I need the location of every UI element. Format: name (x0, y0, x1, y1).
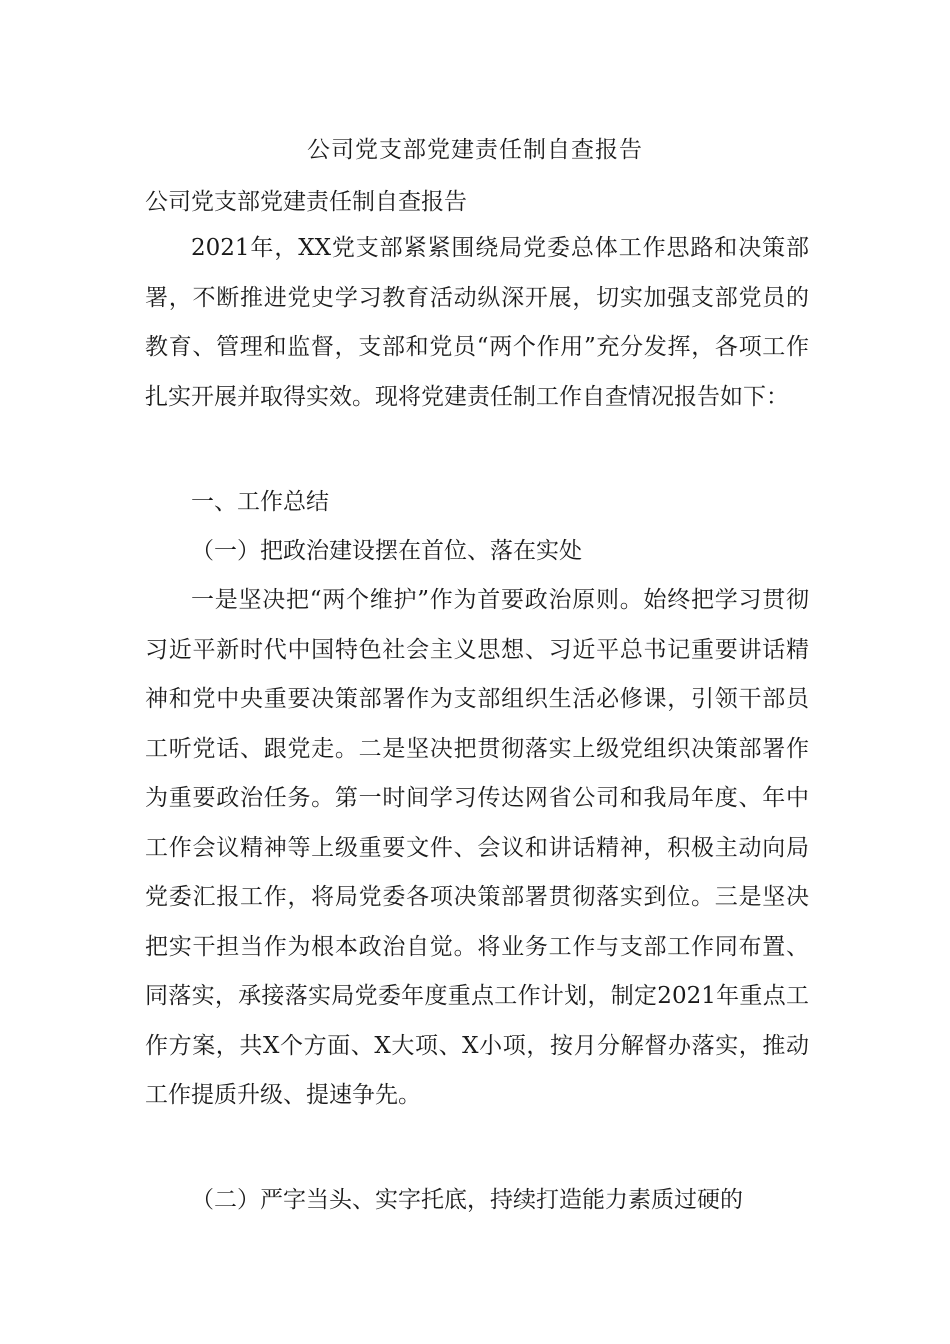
subsection-heading-political-building: （一）把政治建设摆在首位、落在实处 (191, 538, 582, 564)
document-title: 公司党支部党建责任制自查报告 (307, 137, 643, 163)
section-heading-work-summary: 一、工作总结 (191, 489, 329, 515)
document-subtitle: 公司党支部党建责任制自查报告 (145, 189, 467, 215)
paragraph-intro: 2021年，XX党支部紧紧围绕局党委总体工作思路和决策部署，不断推进党史学习教育活动纵深开展，切实加强支部党员的教育、管理和监督，支部和党员“两个作用”充分发挥，各项工作扎实开展并取得实效。现将党建责任制工作自查情况报告如下： (145, 235, 809, 410)
paragraph-political-building: 一是坚决把“两个维护”作为首要政治原则。始终把学习贯彻习近平新时代中国特色社会主义思想、习近平总书记重要讲话精神和党中央重要决策部署作为支部组织生活必修课，引领干部员工听党话、跟党走。二是坚决把贯彻落实上级党组织决策部署作为重要政治任务。第一时间学习传达网省公司和我局年度、年中工作会议精神等上级重要文件、会议和讲话精神，积极主动向局党委汇报工作，将局党委各项决策部署贯彻落实到位。三是坚决把实干担当作为根本政治自觉。将业务工作与支部工作同布置、同落实，承接落实局党委年度重点工作计划，制定2021年重点工作方案，共X个方面、X大项、X小项，按月分解督办落实，推动工作提质升级、提速争先。 (145, 587, 809, 1108)
subsection-heading-strict-and-solid: （二）严字当头、实字托底，持续打造能力素质过硬的 (191, 1187, 743, 1213)
